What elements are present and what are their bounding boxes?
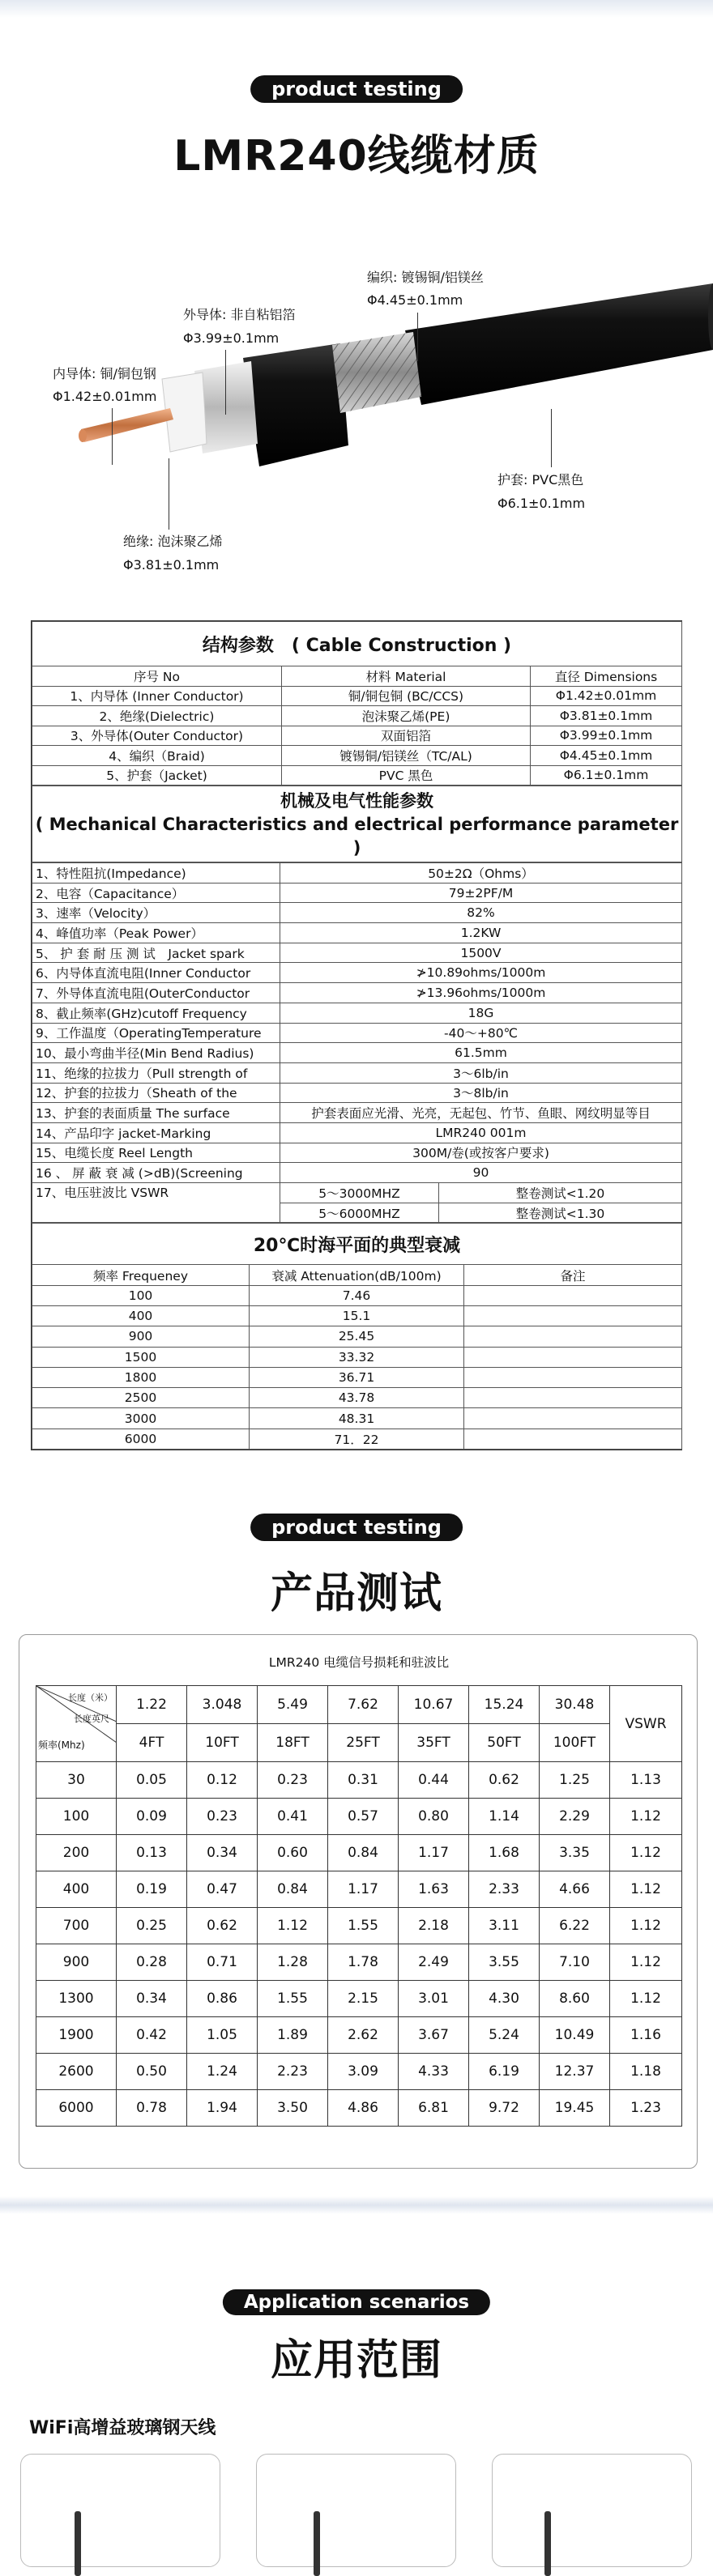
mechanical-row [32,1003,682,1023]
antenna-card[interactable] [256,2454,456,2567]
attenuation-cell [464,1285,682,1305]
construction-title: 结构参数 ( Cable Construction ) [32,622,682,666]
construction-row: 1、内导体 (Inner Conductor) 铜/铜包铜 (BC/CCS) Φ1.42±0.01mm [32,686,682,706]
loss-cell: 0.84 [328,1835,399,1871]
frequency-cell: 30 [36,1762,117,1799]
meter-header: 7.62 [328,1686,399,1724]
loss-cell: 0.84 [258,1871,328,1908]
material-title: LMR240线缆材质 [173,132,540,181]
construction-row: 4、编织（Braid) 镀锡铜/铝镁丝（TC/AL) Φ4.45±0.1mm [32,746,682,766]
vswr-row [36,2017,682,2054]
attenuation-cell [464,1429,682,1449]
attenuation-cell [464,1388,682,1408]
corner-freq: 频率(Mhz) [38,1739,85,1751]
loss-cell: 1.12 [610,1981,682,2017]
loss-cell: 0.71 [187,1944,258,1981]
mechanical-row [32,1163,682,1183]
vswr-row [36,1835,682,1871]
mechanical-value: 3～8lb/in [280,1083,682,1103]
loss-cell: 1.55 [328,1908,399,1944]
attenuation-cell: 7.46 [250,1285,464,1305]
loss-cell: 1.12 [610,1835,682,1871]
mechanical-param: 6、内导体直流电阻(Inner Conductor [32,963,280,983]
attenuation-cell: 1500 [32,1347,250,1367]
mechanical-row [32,1083,682,1103]
loss-cell: 3.01 [399,1981,469,2017]
vswr-table-title: LMR240 电缆信号损耗和驻波比 [268,1655,450,1670]
corner-meters: 长度（米） [68,1692,113,1703]
attenuation-cell: 33.32 [250,1347,464,1367]
loss-cell: 6.81 [399,2090,469,2127]
jacket-leader [551,409,552,467]
mechanical-row [32,943,682,963]
loss-cell: 0.41 [258,1799,328,1835]
attenuation-cell: 2500 [32,1388,250,1408]
attenuation-row [32,1285,682,1305]
loss-cell: 0.09 [117,1799,187,1835]
mechanical-param: 3、速率（Velocity） [32,903,280,923]
mechanical-param: 15、电缆长度 Reel Length [32,1143,280,1163]
attenuation-cell: 36.71 [250,1367,464,1387]
mechanical-row [32,1023,682,1043]
loss-cell: 2.29 [540,1799,610,1835]
meter-header: 30.48 [540,1686,610,1724]
product-testing-pill-2: product testing [250,1514,463,1541]
loss-cell: 10.49 [540,2017,610,2054]
outer-conductor-label: 外导体: 非自粘铝箔 [183,307,296,322]
mechanical-param: 14、产品印字 jacket-Marking [32,1122,280,1143]
attenuation-cell [464,1305,682,1326]
vswr-header: VSWR [610,1686,682,1762]
loss-cell: 0.19 [117,1871,187,1908]
attenuation-row [32,1367,682,1387]
loss-cell: 1.05 [187,2017,258,2054]
attenuation-cell: 1800 [32,1367,250,1387]
loss-cell: 4.66 [540,1871,610,1908]
att-header-freq: 频率 Frequeney [32,1265,250,1285]
mechanical-param: 13、护套的表面质量 The surface [32,1103,280,1123]
loss-cell: 1.12 [610,1944,682,1981]
mechanical-param: 11、绝缘的拉拔力（Pull strength of [32,1062,280,1083]
loss-cell: 12.37 [540,2054,610,2090]
mechanical-value: LMR240 001m [280,1122,682,1143]
loss-cell: 1.28 [258,1944,328,1981]
loss-cell: 3.09 [328,2054,399,2090]
mechanical-value: 1.2KW [280,923,682,943]
loss-cell: 0.25 [117,1908,187,1944]
meter-header: 15.24 [469,1686,540,1724]
construction-row: 2、绝缘(Dielectric) 泡沫聚乙烯(PE) Φ3.81±0.1mm [32,706,682,726]
mechanical-param: 12、护套的拉拔力（Sheath of the [32,1083,280,1103]
loss-cell: 1.63 [399,1871,469,1908]
vswr-range-1: 5～3000MHZ [280,1183,439,1203]
vswr-table [36,1685,682,2127]
mechanical-title-en: ( Mechanical Characteristics and electrical performance parameter ) [35,815,679,858]
frequency-cell: 100 [36,1799,117,1835]
attenuation-row [32,1429,682,1449]
antenna-image [75,2511,81,2576]
loss-cell: 1.68 [469,1835,540,1871]
mechanical-value: 18G [280,1003,682,1023]
loss-cell: 0.34 [187,1835,258,1871]
mechanical-param: 5、 护 套 耐 压 测 试 Jacket spark [32,943,280,963]
attenuation-cell: 100 [32,1285,250,1305]
feet-header: 35FT [399,1724,469,1762]
loss-cell: 2.49 [399,1944,469,1981]
construction-row: 3、外导体(Outer Conductor) 双面铝箔 Φ3.99±0.1mm [32,726,682,746]
mechanical-param: 9、工作温度（OperatingTemperature [32,1023,280,1043]
loss-cell: 2.15 [328,1981,399,2017]
attenuation-row [32,1305,682,1326]
loss-cell: 2.33 [469,1871,540,1908]
meter-header: 10.67 [399,1686,469,1724]
loss-cell: 1.17 [328,1871,399,1908]
vswr-row [36,1981,682,2017]
corner-cell [36,1686,117,1762]
loss-cell: 6.19 [469,2054,540,2090]
attenuation-row [32,1326,682,1347]
frequency-cell: 6000 [36,2090,117,2127]
mechanical-param: 4、峰值功率（Peak Power） [32,923,280,943]
vswr-row [36,1871,682,1908]
vswr-label: 17、电压驻波比 VSWR [32,1183,280,1223]
spec-table [31,620,682,1450]
meter-header: 3.048 [187,1686,258,1724]
construction-row: 5、护套（Jacket) PVC 黑色 Φ6.1±0.1mm [32,765,682,786]
attenuation-cell [464,1367,682,1387]
attenuation-cell: 15.1 [250,1305,464,1326]
loss-cell: 0.34 [117,1981,187,2017]
loss-cell: 0.05 [117,1762,187,1799]
loss-cell: 2.23 [258,2054,328,2090]
frequency-cell: 900 [36,1944,117,1981]
attenuation-cell: 6000 [32,1429,250,1449]
mechanical-value: -40～+80℃ [280,1023,682,1043]
dielectric-value: Φ3.81±0.1mm [123,557,220,573]
frequency-cell: 400 [36,1871,117,1908]
loss-cell: 0.13 [117,1835,187,1871]
mechanical-row [32,883,682,903]
loss-cell: 1.94 [187,2090,258,2127]
outer-conductor-value: Φ3.99±0.1mm [183,330,280,346]
loss-cell: 1.13 [610,1762,682,1799]
antenna-card[interactable] [20,2454,220,2567]
loss-cell: 0.80 [399,1799,469,1835]
mechanical-param: 8、截止频率(GHz)cutoff Frequency [32,1003,280,1023]
cable-illustration [0,275,713,551]
loss-cell: 2.18 [399,1908,469,1944]
loss-cell: 1.12 [258,1908,328,1944]
mechanical-row [32,903,682,923]
meter-header: 5.49 [258,1686,328,1724]
loss-cell: 19.45 [540,2090,610,2127]
antenna-card[interactable] [492,2454,692,2567]
loss-cell: 3.67 [399,2017,469,2054]
mechanical-row [32,1062,682,1083]
loss-cell: 0.31 [328,1762,399,1799]
loss-cell: 0.78 [117,2090,187,2127]
vswr-table-card [19,1634,698,2169]
test-title: 产品测试 [270,1569,442,1618]
mechanical-value: 79±2PF/M [280,883,682,903]
vswr-row [36,2054,682,2090]
mechanical-row [32,963,682,983]
loss-cell: 1.14 [469,1799,540,1835]
jacket-label: 护套: PVC黑色 [497,472,584,488]
construction-header-dim: 直径 Dimensions [531,666,682,687]
mechanical-param: 16 、 屏 蔽 衰 减 (>dB)(Screening [32,1163,280,1183]
att-header-att: 衰减 Attenuation(dB/100m) [250,1265,464,1285]
mechanical-param: 2、电容（Capacitance） [32,883,280,903]
mechanical-row [32,863,682,884]
loss-cell: 1.18 [610,2054,682,2090]
braid-leader [417,313,418,361]
product-testing-pill: product testing [250,75,463,103]
loss-cell: 1.24 [187,2054,258,2090]
loss-cell: 1.23 [610,2090,682,2127]
loss-cell: 1.17 [399,1835,469,1871]
attenuation-row [32,1347,682,1367]
attenuation-cell [464,1326,682,1347]
vswr-row [36,1799,682,1835]
vswr-row [36,2090,682,2127]
loss-cell: 0.57 [328,1799,399,1835]
mechanical-param: 7、外导体直流电阻(OuterConductor [32,983,280,1003]
mechanical-value: 1500V [280,943,682,963]
loss-cell: 3.50 [258,2090,328,2127]
inner-conductor-leader [112,408,113,465]
antenna-image [544,2511,551,2576]
loss-cell: 4.86 [328,2090,399,2127]
attenuation-cell [464,1408,682,1429]
feet-header: 100FT [540,1724,610,1762]
vswr-range-2: 5～6000MHZ [280,1203,439,1223]
loss-cell: 0.12 [187,1762,258,1799]
vswr-row [36,1944,682,1981]
loss-cell: 0.50 [117,2054,187,2090]
frequency-cell: 700 [36,1908,117,1944]
vswr-row [36,1762,682,1799]
frequency-cell: 1900 [36,2017,117,2054]
loss-cell: 0.44 [399,1762,469,1799]
vswr-row [36,1908,682,1944]
mechanical-value: 300M/卷(或按客户要求) [280,1143,682,1163]
loss-cell: 1.12 [610,1871,682,1908]
mechanical-value: 82% [280,903,682,923]
application-title: 应用范围 [270,2336,442,2385]
antenna-image [314,2511,320,2576]
mechanical-value: ≯10.89ohms/1000m [280,963,682,983]
mechanical-value: 90 [280,1163,682,1183]
vswr-limit-1: 整卷测试<1.20 [439,1183,682,1203]
braid-label: 编织: 镀锡铜/铝镁丝 [367,270,484,285]
mechanical-row [32,1103,682,1123]
mechanical-row [32,1043,682,1063]
inner-conductor-value: Φ1.42±0.01mm [53,389,157,404]
loss-cell: 1.89 [258,2017,328,2054]
construction-header-no: 序号 No [32,666,282,687]
mechanical-title-cn: 机械及电气性能参数 [280,791,433,811]
loss-cell: 4.33 [399,2054,469,2090]
loss-cell: 0.86 [187,1981,258,2017]
feet-header: 25FT [328,1724,399,1762]
application-subtitle: WiFi高增益玻璃钢天线 [29,2418,216,2438]
feet-header: 18FT [258,1724,328,1762]
construction-header-material: 材料 Material [282,666,531,687]
att-header-note: 备注 [464,1265,682,1285]
mechanical-row [32,1122,682,1143]
loss-cell: 1.55 [258,1981,328,2017]
mechanical-value: 3～6lb/in [280,1062,682,1083]
mechanical-param: 1、特性阻抗(Impedance) [32,863,280,884]
loss-cell: 9.72 [469,2090,540,2127]
attenuation-cell: 25.45 [250,1326,464,1347]
top-band [0,0,713,18]
mechanical-param: 10、最小弯曲半径(Min Bend Radius) [32,1043,280,1063]
application-pill: Application scenarios [223,2289,490,2315]
frequency-cell: 2600 [36,2054,117,2090]
mechanical-row [32,983,682,1003]
loss-cell: 7.10 [540,1944,610,1981]
mechanical-value: 50±2Ω（Ohms） [280,863,682,884]
attenuation-title: 20℃时海平面的典型衰减 [32,1224,682,1265]
mechanical-row [32,1143,682,1163]
attenuation-cell: 900 [32,1326,250,1347]
attenuation-row [32,1388,682,1408]
feet-header: 4FT [117,1724,187,1762]
attenuation-cell: 48.31 [250,1408,464,1429]
loss-cell: 1.16 [610,2017,682,2054]
loss-cell: 8.60 [540,1981,610,2017]
frequency-cell: 200 [36,1835,117,1871]
attenuation-row [32,1408,682,1429]
loss-cell: 0.62 [469,1762,540,1799]
section-divider [0,2196,713,2214]
attenuation-cell: 3000 [32,1408,250,1429]
vswr-limit-2: 整卷测试<1.30 [439,1203,682,1223]
attenuation-cell: 400 [32,1305,250,1326]
loss-cell: 0.42 [117,2017,187,2054]
feet-header: 50FT [469,1724,540,1762]
attenuation-cell [464,1347,682,1367]
loss-cell: 3.35 [540,1835,610,1871]
loss-cell: 1.12 [610,1799,682,1835]
loss-cell: 3.55 [469,1944,540,1981]
meter-header: 1.22 [117,1686,187,1724]
mechanical-value: ≯13.96ohms/1000m [280,983,682,1003]
loss-cell: 0.47 [187,1871,258,1908]
attenuation-cell: 43.78 [250,1388,464,1408]
mechanical-row [32,923,682,943]
mechanical-value: 61.5mm [280,1043,682,1063]
loss-cell: 0.60 [258,1835,328,1871]
loss-cell: 4.30 [469,1981,540,2017]
feet-header: 10FT [187,1724,258,1762]
frequency-cell: 1300 [36,1981,117,2017]
loss-cell: 0.28 [117,1944,187,1981]
mechanical-value: 护套表面应光滑、光亮，无起包、竹节、鱼眼、网纹明显等目 [280,1103,682,1123]
loss-cell: 3.11 [469,1908,540,1944]
corner-feet: 长度英尺 [74,1714,109,1724]
dielectric-label: 绝缘: 泡沫聚乙烯 [123,534,223,549]
outer-conductor-leader [225,350,226,415]
loss-cell: 6.22 [540,1908,610,1944]
loss-cell: 0.62 [187,1908,258,1944]
loss-cell: 0.23 [258,1762,328,1799]
loss-cell: 1.12 [610,1908,682,1944]
inner-conductor-label: 内导体: 铜/铜包钢 [53,366,156,381]
loss-cell: 5.24 [469,2017,540,2054]
attenuation-cell: 71．22 [250,1429,464,1449]
loss-cell: 2.62 [328,2017,399,2054]
loss-cell: 0.23 [187,1799,258,1835]
jacket-value: Φ6.1±0.1mm [497,496,586,511]
braid-value: Φ4.45±0.1mm [367,292,463,308]
loss-cell: 1.25 [540,1762,610,1799]
loss-cell: 1.78 [328,1944,399,1981]
